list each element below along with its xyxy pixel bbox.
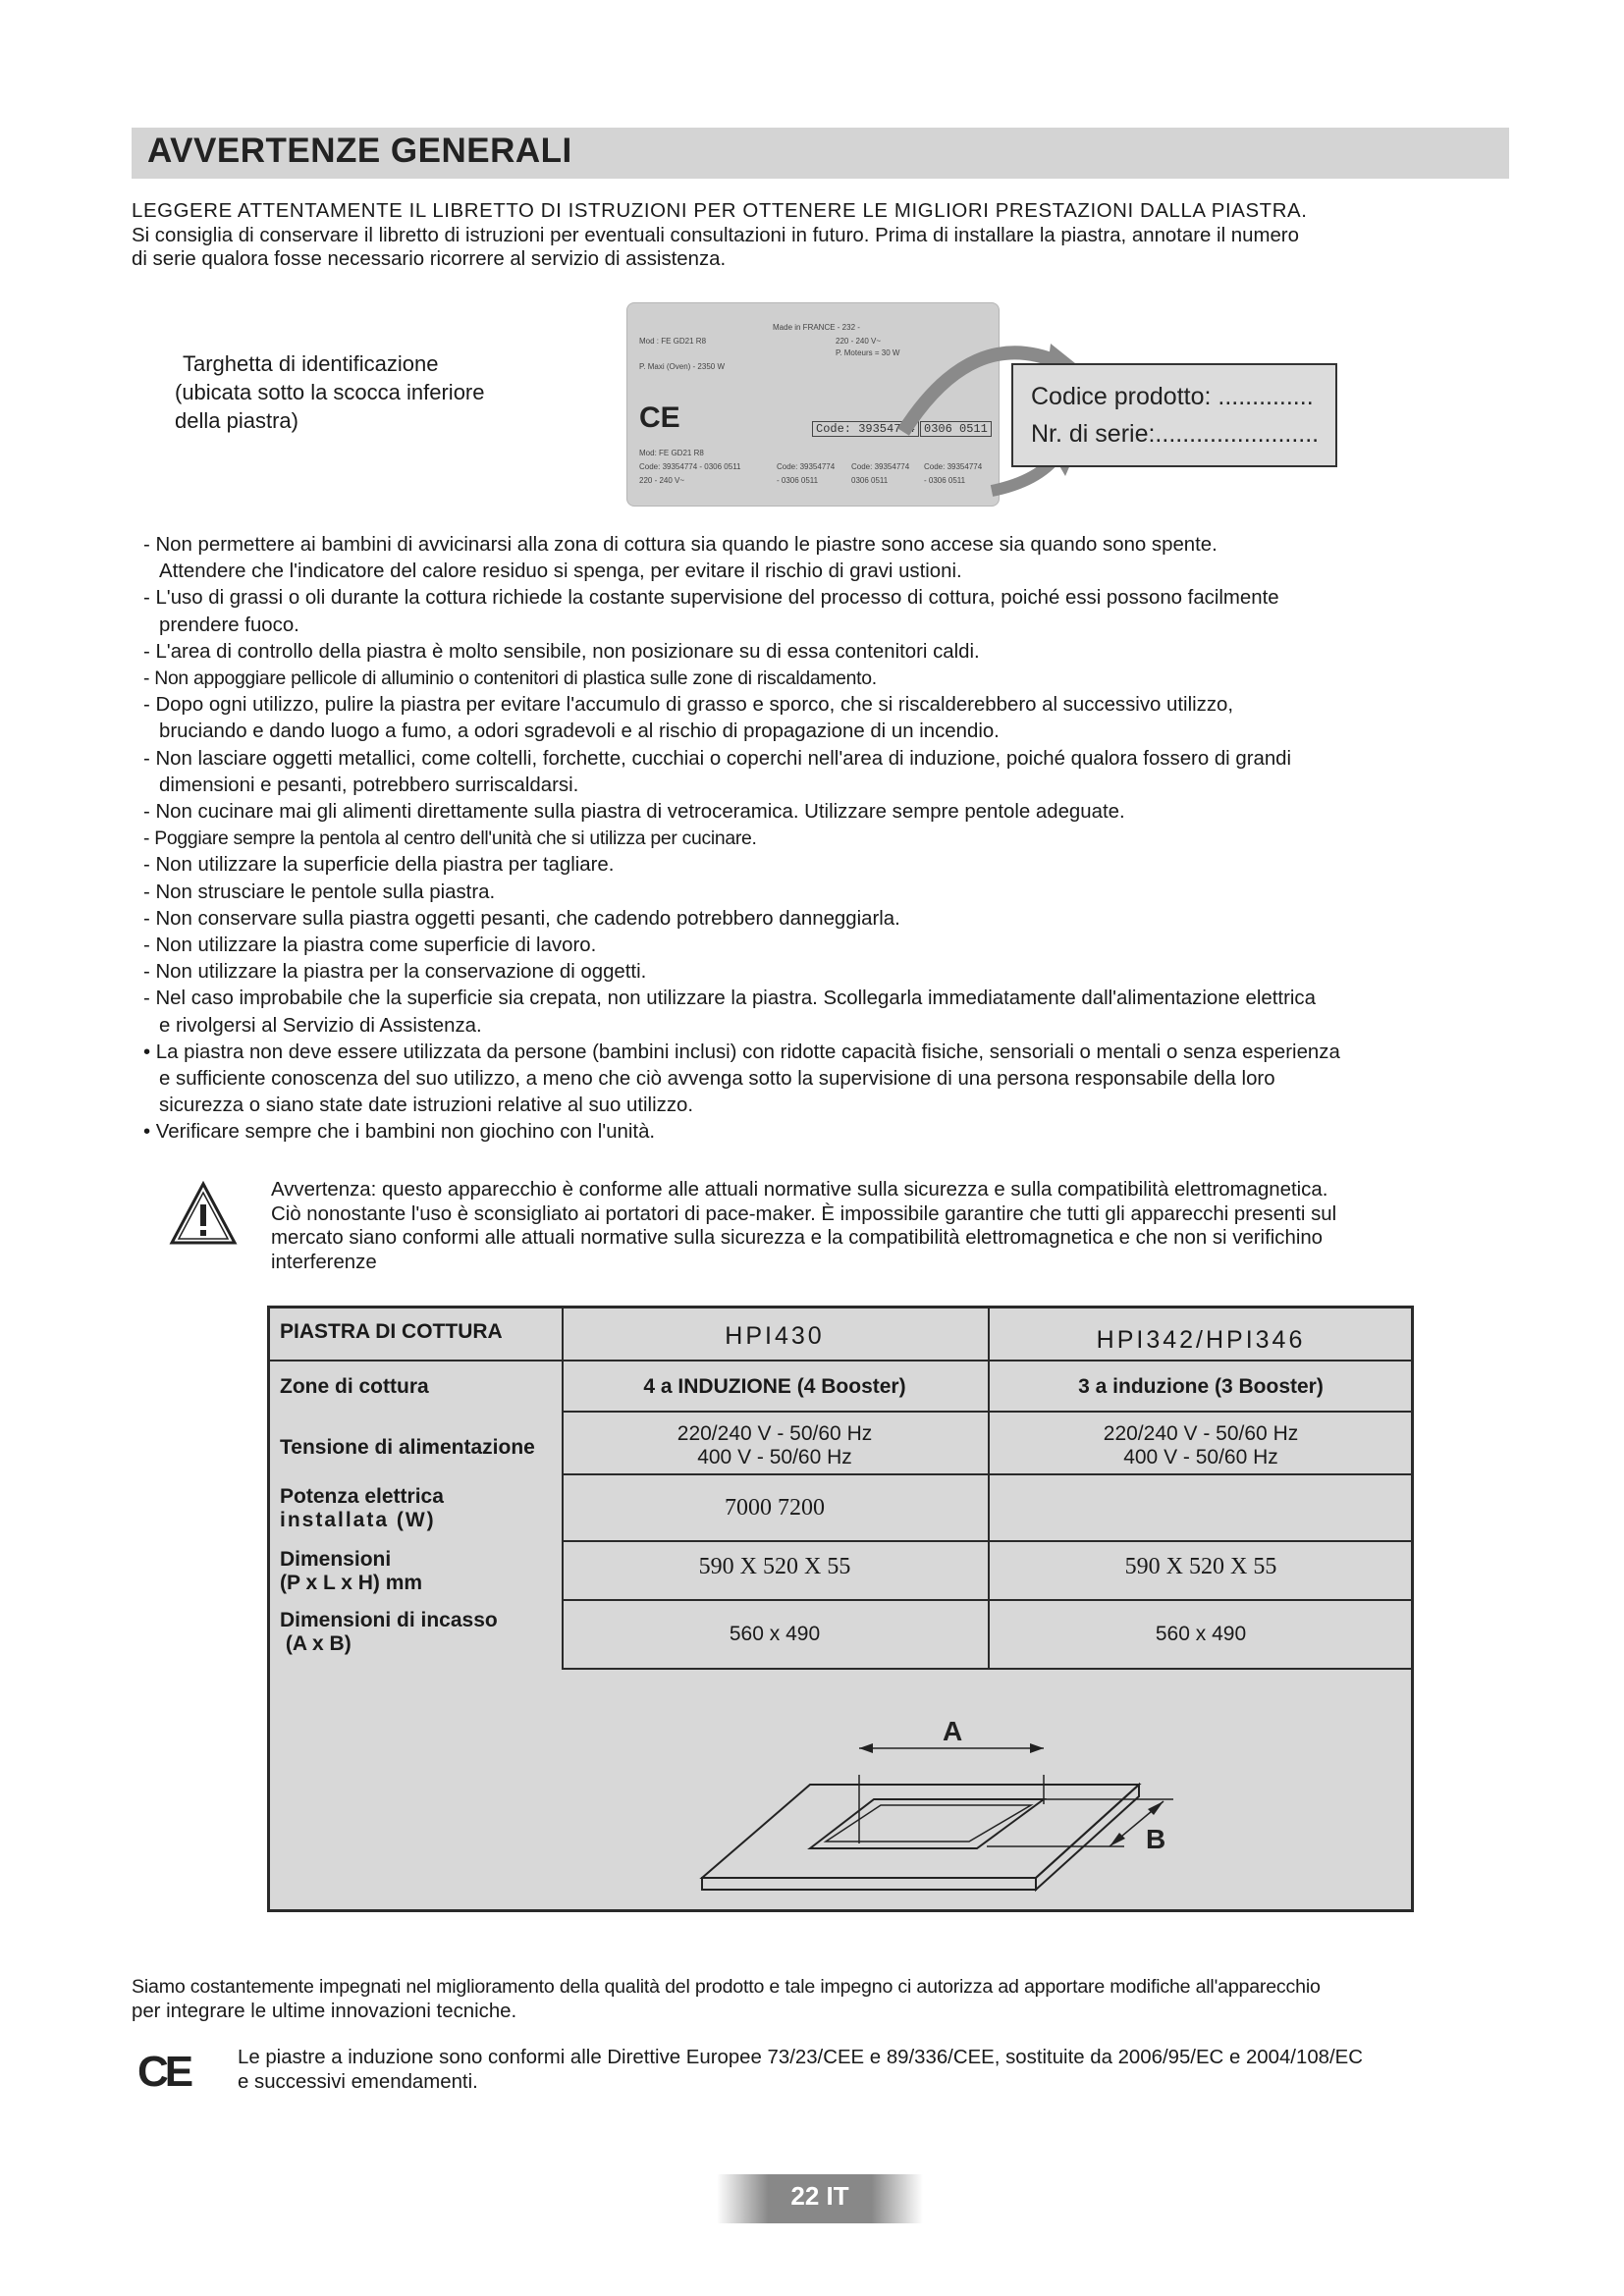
- table-divider: [562, 1599, 1414, 1601]
- serial-number-field: Nr. di serie:........................: [1031, 420, 1320, 448]
- cell-value: 4 a INDUZIONE (4 Booster): [643, 1375, 906, 1398]
- row-label: Dimensioni di incasso: [280, 1609, 498, 1631]
- plate-code-small: Code: 39354774: [924, 462, 983, 471]
- row-label: Tensione di alimentazione: [280, 1436, 535, 1459]
- table-divider: [562, 1668, 1414, 1670]
- plate-code-small: Code: 39354774: [851, 462, 910, 471]
- plate-serial: 0306 0511: [920, 421, 992, 437]
- plate-made-in: Made in FRANCE - 232 -: [773, 323, 860, 332]
- ce-mark-icon: CE: [639, 401, 680, 434]
- plate-code-small: Code: 39354774: [777, 462, 836, 471]
- plate-code-small: Code: 39354774 - 0306 0511: [639, 462, 741, 471]
- caption-line: (ubicata sotto la scocca inferiore: [175, 380, 485, 404]
- model-name: HPI342/HPI346: [1096, 1326, 1306, 1354]
- dimension-a-label: A: [943, 1716, 963, 1746]
- specifications-table: [267, 1306, 1414, 1912]
- cell-value: 560 x 490: [1155, 1623, 1247, 1645]
- list-item: e rivolgersi al Servizio di Assistenza.: [159, 1014, 482, 1037]
- warning-line: mercato siano conformi alle attuali normative sulla sicurezza e la compatibilità elettromagnetica e che non si verifichino: [271, 1227, 1324, 1249]
- cell-value: 400 V - 50/60 Hz: [1123, 1446, 1278, 1468]
- list-item: - Non utilizzare la superficie della piastra per tagliare.: [143, 854, 615, 877]
- compliance-line: e successivi emendamenti.: [238, 2070, 478, 2093]
- intro-instruction: LEGGERE ATTENTAMENTE IL LIBRETTO DI ISTRUZIONI PER OTTENERE LE MIGLIORI PRESTAZIONI DALLA PIASTRA.: [132, 200, 1308, 222]
- list-item: prendere fuoco.: [159, 614, 299, 636]
- cutout-diagram: [663, 1682, 1213, 1897]
- table-divider: [562, 1540, 1414, 1542]
- table-divider: [562, 1411, 1414, 1413]
- list-item: - Poggiare sempre la pentola al centro dell'unità che si utilizza per cucinare.: [143, 828, 757, 850]
- table-divider: [270, 1360, 562, 1362]
- cell-value: 3 a induzione (3 Booster): [1078, 1375, 1324, 1398]
- plate-code: Code: 39354774: [812, 421, 919, 437]
- footer-line: per integrare le ultime innovazioni tecniche.: [132, 2000, 517, 2022]
- caption-line: Targhetta di identificazione: [183, 351, 439, 376]
- cell-value: 220/240 V - 50/60 Hz: [1103, 1422, 1299, 1445]
- table-header-label: PIASTRA DI COTTURA: [280, 1320, 503, 1343]
- cell-value: 590 X 520 X 55: [698, 1554, 851, 1579]
- dimension-b-label: B: [1146, 1824, 1166, 1854]
- ce-mark-icon: CE: [137, 2048, 190, 2096]
- plate-model-small: Mod: FE GD21 R8: [639, 449, 704, 457]
- intro-paragraph: [132, 224, 1516, 271]
- plate-serial-small: - 0306 0511: [777, 476, 819, 485]
- footer-disclaimer: [132, 1975, 1516, 2023]
- plate-motor-power: P. Moteurs = 30 W: [836, 348, 900, 357]
- list-item: e sufficiente conoscenza del suo utilizzo, a meno che ciò avvenga sotto la supervisione di una persona responsabile della loro: [159, 1068, 1275, 1091]
- row-label: Zone di cottura: [280, 1375, 429, 1398]
- cell-value: 220/240 V - 50/60 Hz: [677, 1422, 873, 1445]
- plate-voltage: 220 - 240 V~: [836, 337, 882, 346]
- intro-line: di serie qualora fosse necessario ricorrere al servizio di assistenza.: [132, 248, 727, 270]
- list-item: - Non lasciare oggetti metallici, come coltelli, forchette, cucchiai o coperchi nell'area di induzione, poiché qualora fossero di grandi: [143, 747, 1292, 770]
- list-item: - Non cucinare mai gli alimenti direttamente sulla piastra di vetroceramica. Utilizzare sempre pentole adeguate.: [143, 801, 1125, 824]
- rating-plate-caption: [175, 349, 485, 435]
- compliance-line: Le piastre a induzione sono conformi alle Direttive Europee 73/23/CEE e 89/336/CEE, sostituite da 2006/95/EC e 2004/108/EC: [238, 2047, 1363, 2068]
- model-name: HPI430: [725, 1322, 825, 1350]
- table-divider: [562, 1308, 564, 1668]
- warning-line: interferenze: [271, 1251, 377, 1273]
- caption-line: della piastra): [175, 408, 298, 433]
- plate-model: Mod : FE GD21 R8: [639, 337, 707, 346]
- cell-value: 7000 7200: [725, 1495, 825, 1521]
- list-item: bruciando e dando luogo a fumo, a odori sgradevoli e al rischio di propagazione di un incendio.: [159, 721, 1000, 743]
- plate-voltage-small: 220 - 240 V~: [639, 476, 685, 485]
- list-item: - Non strusciare le pentole sulla piastra.: [143, 881, 496, 903]
- list-item: Attendere che l'indicatore del calore residuo si spenga, per evitare il rischio di gravi ustioni.: [159, 561, 962, 583]
- list-item: - L'uso di grassi o oli durante la cottura richiede la costante supervisione del processo di cottura, poiché essi possono facilmente: [143, 587, 1279, 610]
- row-label: Dimensioni: [280, 1548, 392, 1571]
- section-title: AVVERTENZE GENERALI: [147, 132, 572, 170]
- warning-triangle-icon: [169, 1181, 238, 1246]
- row-label: Potenza elettrica: [280, 1485, 444, 1508]
- footer-line: Siamo costantemente impegnati nel miglioramento della qualità del prodotto e tale impegno ci autorizza ad apportare modifiche all'apparecchio: [132, 1976, 1321, 1998]
- list-item: - Non utilizzare la piastra per la conservazione di oggetti.: [143, 961, 647, 984]
- list-item: - Non conservare sulla piastra oggetti pesanti, che cadendo potrebbero danneggiarla.: [143, 907, 900, 930]
- row-label: (P x L x H) mm: [280, 1572, 423, 1594]
- list-item: • Verificare sempre che i bambini non giochino con l'unità.: [143, 1121, 656, 1144]
- row-label: installata (W): [280, 1509, 436, 1531]
- cell-value: 590 X 520 X 55: [1124, 1554, 1277, 1579]
- page-number: 22 IT: [790, 2181, 849, 2211]
- cell-value: 560 x 490: [729, 1623, 821, 1645]
- warning-line: Avvertenza: questo apparecchio è conforme alle attuali normative sulla sicurezza e sulla compatibilità elettromagnetica.: [271, 1179, 1328, 1201]
- ce-compliance: [238, 2046, 1514, 2094]
- list-item: - Nel caso improbabile che la superficie sia crepata, non utilizzare la piastra. Scollegarla immediatamente dall'alimentazione elettrica: [143, 988, 1316, 1010]
- list-item: - L'area di controllo della piastra è molto sensibile, non posizionare su di essa contenitori caldi.: [143, 640, 980, 663]
- row-label: (A x B): [280, 1632, 352, 1655]
- warning-line: Ciò nonostante l'uso è sconsigliato ai portatori di pace-maker. È impossibile garantire che tutti gli apparecchi presenti sul: [271, 1202, 1337, 1225]
- emc-warning: [271, 1178, 1518, 1274]
- plate-serial-small: 0306 0511: [851, 476, 889, 485]
- plate-serial-small: - 0306 0511: [924, 476, 966, 485]
- warnings-list: [143, 532, 1518, 1147]
- table-divider: [988, 1308, 990, 1668]
- list-item: - Non appoggiare pellicole di alluminio o contenitori di plastica sulle zone di riscaldamento.: [143, 667, 877, 690]
- list-item: - Non permettere ai bambini di avvicinarsi alla zona di cottura sia quando le piastre sono accese sia quando sono spente.: [143, 534, 1218, 556]
- list-item: dimensioni e pesanti, potrebbero surriscaldarsi.: [159, 774, 579, 796]
- intro-line: Si consiglia di conservare il libretto di istruzioni per eventuali consultazioni in futuro. Prima di installare la piastra, annotare il numero: [132, 225, 1299, 246]
- cell-value: 400 V - 50/60 Hz: [697, 1446, 852, 1468]
- table-divider: [562, 1360, 1414, 1362]
- product-code-field: Codice prodotto: ..............: [1031, 383, 1314, 410]
- product-code-box: [1011, 363, 1337, 467]
- plate-power: P. Maxi (Oven) - 2350 W: [639, 362, 725, 371]
- table-divider: [562, 1473, 1414, 1475]
- list-item: • La piastra non deve essere utilizzata da persone (bambini inclusi) con ridotte capacità fisiche, sensoriali o mentali o senza esperienza: [143, 1041, 1340, 1063]
- list-item: sicurezza o siano state date istruzioni relative al suo utilizzo.: [159, 1095, 694, 1117]
- list-item: - Non utilizzare la piastra come superficie di lavoro.: [143, 934, 597, 957]
- list-item: - Dopo ogni utilizzo, pulire la piastra per evitare l'accumulo di grasso e sporco, che si riscalderebbero al successivo utilizzo,: [143, 694, 1234, 717]
